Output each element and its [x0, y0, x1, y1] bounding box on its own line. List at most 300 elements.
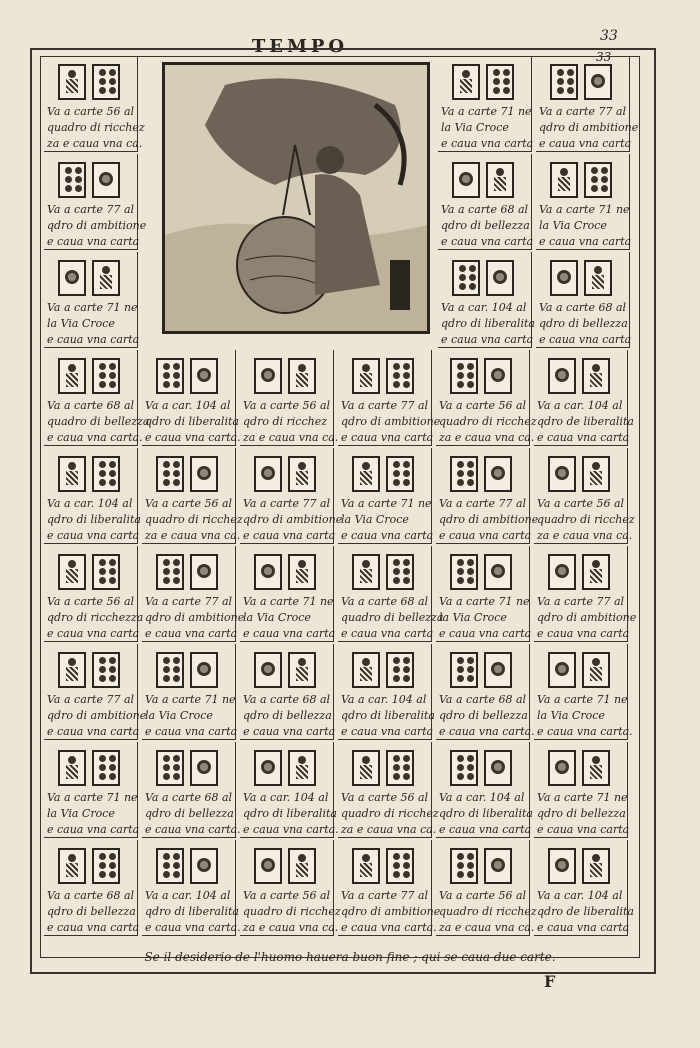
instruction-cell: [534, 742, 628, 838]
figure-card-icon: [288, 750, 316, 786]
cell-text-line: Va a carte 77 al: [243, 497, 331, 510]
instruction-cell: [536, 252, 630, 348]
cell-text-line: Va a car. 104 al: [537, 399, 623, 412]
cell-text-line: Va a carte 71 ne: [441, 105, 532, 118]
instruction-cell: [534, 448, 635, 544]
instruction-cell: [438, 154, 532, 250]
cell-text-line: Va a carte 71 ne: [539, 203, 630, 216]
cell-text-line: Va a carte 71 ne: [47, 791, 138, 804]
footer-instruction: Se il desiderio de l'huomo hauera buon fine ; qui se caua due carte.: [144, 950, 556, 964]
coin-card-icon: [484, 358, 512, 394]
cell-text-line: quadro di ricchez: [439, 415, 537, 428]
pips-card-icon: [58, 162, 86, 198]
cell-text-line: Va a car. 104 al: [243, 791, 329, 804]
figure-card-icon: [92, 260, 120, 296]
instruction-cell: [436, 350, 537, 446]
cell-text-line: la Via Croce: [441, 121, 509, 134]
pips-card-icon: [386, 750, 414, 786]
instruction-cell: [536, 154, 630, 250]
coin-card-icon: [254, 358, 282, 394]
card-pair: [156, 554, 218, 590]
instruction-cell: [436, 840, 537, 936]
cell-text-line: qdro di bellezza: [537, 807, 626, 820]
figure-card-icon: [58, 554, 86, 590]
cell-text: [537, 790, 630, 838]
cell-text-line: e caua vna carta: [439, 627, 532, 640]
cell-text: [537, 398, 634, 446]
pips-card-icon: [156, 848, 184, 884]
cell-text: [47, 398, 150, 446]
card-pair: [58, 162, 120, 198]
cell-text-line: qdro di bellezza: [539, 317, 628, 330]
cell-text-line: qdro di liberalita: [243, 807, 337, 820]
cell-text-line: Va a carte 71 ne: [341, 497, 432, 510]
coin-card-icon: [548, 848, 576, 884]
instruction-cell: [436, 448, 539, 544]
cell-text: [47, 692, 147, 740]
instruction-cell: [338, 448, 432, 544]
cell-text: [341, 692, 435, 740]
card-pair: [450, 652, 512, 688]
cell-text-line: qdro de liberalita: [537, 905, 634, 918]
cell-text: [145, 790, 241, 838]
cell-text-line: Va a carte 77 al: [539, 105, 627, 118]
cell-text-line: qdro di ricchez: [243, 415, 328, 428]
instruction-cell: [240, 350, 339, 446]
coin-card-icon: [254, 456, 282, 492]
figure-card-icon: [58, 64, 86, 100]
cell-text-line: qdro di ambitione: [341, 905, 441, 918]
instruction-cell: [534, 644, 633, 740]
cell-text-line: e caua vna carta.: [145, 921, 241, 934]
cell-text: [243, 398, 339, 446]
page-title: TEMPO: [251, 36, 349, 57]
cell-text: [341, 790, 439, 838]
cell-text-line: e caua vna carta.: [439, 725, 535, 738]
cell-text-line: Va a car. 104 al: [47, 497, 133, 510]
instruction-cell: [438, 56, 532, 152]
cell-text-line: Va a carte 68 al: [341, 595, 429, 608]
cell-text: [439, 496, 539, 544]
instruction-cell: [240, 742, 339, 838]
card-pair: [550, 260, 612, 296]
figure-card-icon: [352, 456, 380, 492]
cell-text: [243, 692, 336, 740]
cell-text-line: e caua vna carta: [439, 529, 532, 542]
figure-card-icon: [452, 64, 480, 100]
coin-card-icon: [548, 750, 576, 786]
cell-text-line: quadro di ricchez: [243, 905, 341, 918]
instruction-cell: [240, 448, 343, 544]
pips-card-icon: [92, 64, 120, 100]
figure-card-icon: [352, 652, 380, 688]
cell-text-line: qdro di bellezza: [441, 219, 530, 232]
figure-card-icon: [582, 652, 610, 688]
figure-card-icon: [288, 652, 316, 688]
cell-text-line: qdro di liberalita: [341, 709, 435, 722]
cell-text: [439, 692, 535, 740]
instruction-cell: [338, 644, 435, 740]
cell-text: [439, 398, 537, 446]
cell-text-line: qdro de liberalita: [537, 415, 634, 428]
coin-card-icon: [190, 456, 218, 492]
cell-text-line: quadro di bellezza: [47, 415, 150, 428]
figure-card-icon: [582, 358, 610, 394]
cell-text-line: qdro di ambitione: [47, 709, 147, 722]
cell-text-line: quadro di bellezza: [341, 611, 444, 624]
cell-text-line: qdro di bellezza: [145, 807, 234, 820]
card-pair: [352, 554, 414, 590]
instruction-cell: [436, 742, 533, 838]
pips-card-icon: [386, 554, 414, 590]
coin-card-icon: [550, 260, 578, 296]
cell-text-line: za e caua vna ca.: [47, 137, 143, 150]
coin-card-icon: [254, 652, 282, 688]
pips-card-icon: [92, 554, 120, 590]
instruction-cell: [534, 840, 634, 936]
cell-text-line: e caua vna carta.: [341, 921, 437, 934]
card-pair: [352, 456, 414, 492]
coin-card-icon: [190, 750, 218, 786]
card-pair: [58, 652, 120, 688]
coin-card-icon: [484, 456, 512, 492]
cell-text: [145, 398, 241, 446]
cell-text-line: Va a carte 68 al: [47, 889, 135, 902]
figure-card-icon: [550, 162, 578, 198]
card-pair: [352, 848, 414, 884]
instruction-cell: [438, 252, 535, 348]
cell-text-line: e caua vna carta.: [47, 431, 143, 444]
pips-card-icon: [92, 358, 120, 394]
woodcut-illustration: [162, 62, 430, 334]
coin-card-icon: [548, 554, 576, 590]
cell-text-line: Va a carte 71 ne: [439, 595, 530, 608]
cell-text-line: Va a carte 56 al: [145, 497, 233, 510]
cell-text-line: za e caua vna ca.: [439, 431, 535, 444]
card-pair: [254, 848, 316, 884]
cell-text-line: Va a carte 56 al: [439, 889, 527, 902]
cell-text-line: e caua vna carta: [341, 627, 434, 640]
cell-text-line: qdro di ricchezza: [47, 611, 144, 624]
cell-text: [439, 888, 537, 936]
figure-card-icon: [582, 554, 610, 590]
instruction-cell: [142, 840, 241, 936]
instruction-cell: [534, 350, 634, 446]
cell-text-line: za e caua vna ca.: [243, 921, 339, 934]
instruction-cell: [338, 742, 439, 838]
figure-card-icon: [582, 750, 610, 786]
cell-text-line: quadro di ricchez: [341, 807, 439, 820]
card-pair: [156, 358, 218, 394]
cell-text-line: za e caua vna ca.: [243, 431, 339, 444]
card-pair: [550, 64, 612, 100]
page-number-duplicate: 33: [596, 50, 612, 64]
instruction-cell: [142, 742, 241, 838]
cell-text-line: Va a carte 68 al: [243, 693, 331, 706]
cell-text-line: Va a carte 71 ne: [243, 595, 334, 608]
cell-text-line: e caua vna carta: [537, 823, 630, 836]
cell-text-line: quadro di ricchez: [47, 121, 145, 134]
coin-card-icon: [548, 652, 576, 688]
card-pair: [156, 652, 218, 688]
instruction-cell: [338, 840, 441, 936]
cell-text: [243, 888, 341, 936]
pips-card-icon: [450, 750, 478, 786]
cell-text-line: Va a carte 77 al: [537, 595, 625, 608]
figure-card-icon: [58, 652, 86, 688]
cell-text: [47, 300, 140, 348]
cell-text: [537, 888, 634, 936]
cell-text-line: la Via Croce: [539, 219, 607, 232]
instruction-cell: [240, 840, 341, 936]
instruction-cell: [240, 644, 334, 740]
figure-card-icon: [486, 162, 514, 198]
figure-card-icon: [288, 456, 316, 492]
cell-text-line: qdro di liberalita: [145, 905, 239, 918]
pips-card-icon: [450, 358, 478, 394]
cell-text-line: Va a carte 68 al: [145, 791, 233, 804]
cell-text-line: quadro di ricchez: [439, 905, 537, 918]
card-pair: [254, 554, 316, 590]
cell-text-line: e caua vna carta: [47, 627, 140, 640]
cell-text-line: qdro di ambitione: [539, 121, 639, 134]
instruction-cell: [436, 644, 535, 740]
cell-text-line: la Via Croce: [243, 611, 311, 624]
card-pair: [58, 750, 120, 786]
cell-text-line: la Via Croce: [145, 709, 213, 722]
cell-text-line: qdro di bellezza: [439, 709, 528, 722]
cell-text-line: e caua vna carta.: [145, 823, 241, 836]
instruction-cell: [44, 644, 147, 740]
cell-text-line: Va a carte 68 al: [47, 399, 135, 412]
pips-card-icon: [156, 652, 184, 688]
card-pair: [548, 554, 610, 590]
card-pair: [548, 358, 610, 394]
cell-text: [47, 202, 147, 250]
cell-text: [537, 496, 635, 544]
card-pair: [450, 456, 512, 492]
card-pair: [450, 554, 512, 590]
coin-card-icon: [484, 554, 512, 590]
instruction-cell: [436, 546, 530, 642]
figure-card-icon: [352, 358, 380, 394]
cell-text-line: Va a carte 77 al: [439, 497, 527, 510]
cell-text-line: qdro di ambitione: [47, 219, 147, 232]
cell-text-line: quadro di ricchez: [145, 513, 243, 526]
cell-text: [145, 496, 243, 544]
page-number: 33: [600, 28, 618, 44]
pips-card-icon: [92, 456, 120, 492]
card-pair: [254, 358, 316, 394]
cell-text-line: e caua vna carta: [441, 333, 534, 346]
pips-card-icon: [452, 260, 480, 296]
instruction-cell: [44, 448, 141, 544]
card-pair: [58, 848, 120, 884]
card-pair: [548, 848, 610, 884]
instruction-cell: [338, 350, 441, 446]
cell-text-line: Va a car. 104 al: [145, 889, 231, 902]
instruction-cell: [338, 546, 444, 642]
card-pair: [548, 750, 610, 786]
card-pair: [254, 652, 316, 688]
cell-text: [145, 888, 241, 936]
pips-card-icon: [386, 456, 414, 492]
cell-text-line: Va a carte 56 al: [47, 105, 135, 118]
cell-text-line: Va a car. 104 al: [439, 791, 525, 804]
cell-text-line: e caua vna carta: [537, 921, 630, 934]
card-pair: [352, 750, 414, 786]
cell-text-line: e caua vna carta: [341, 725, 434, 738]
cell-text-line: Va a car. 104 al: [441, 301, 527, 314]
cell-text-line: Va a carte 56 al: [439, 399, 527, 412]
coin-card-icon: [190, 848, 218, 884]
cell-text-line: qdro di liberalita: [439, 807, 533, 820]
cell-text-line: e caua vna carta: [47, 725, 140, 738]
instruction-cell: [142, 350, 241, 446]
pips-card-icon: [550, 64, 578, 100]
figure-card-icon: [58, 358, 86, 394]
figure-card-icon: [58, 456, 86, 492]
coin-card-icon: [548, 358, 576, 394]
figure-card-icon: [584, 260, 612, 296]
figure-card-icon: [288, 554, 316, 590]
pips-card-icon: [156, 358, 184, 394]
cell-text-line: e caua vna carta: [539, 137, 632, 150]
instruction-cell: [142, 546, 245, 642]
pips-card-icon: [92, 848, 120, 884]
cell-text-line: za e caua vna ca.: [439, 921, 535, 934]
cell-text-line: Va a carte 71 ne: [537, 693, 628, 706]
card-pair: [452, 64, 514, 100]
instruction-cell: [44, 154, 147, 250]
cell-text-line: e caua vna carta: [47, 333, 140, 346]
cell-text-line: Va a carte 77 al: [47, 693, 135, 706]
cell-text-line: qdro di ambitione: [537, 611, 637, 624]
cell-text-line: Va a carte 77 al: [47, 203, 135, 216]
cell-text: [145, 594, 245, 642]
coin-card-icon: [584, 64, 612, 100]
cell-text: [47, 496, 141, 544]
figure-card-icon: [352, 750, 380, 786]
coin-card-icon: [486, 260, 514, 296]
cell-text-line: e caua vna carta: [47, 921, 140, 934]
coin-card-icon: [484, 848, 512, 884]
pips-card-icon: [584, 162, 612, 198]
cell-text: [537, 594, 637, 642]
coin-card-icon: [254, 750, 282, 786]
cell-text-line: Va a carte 71 ne: [537, 791, 628, 804]
pips-card-icon: [156, 554, 184, 590]
cell-text-line: qdro di bellezza: [47, 905, 136, 918]
cell-text-line: qdro di liberalita: [145, 415, 239, 428]
pips-card-icon: [156, 456, 184, 492]
cell-text: [145, 692, 238, 740]
cell-text-line: Va a car. 104 al: [145, 399, 231, 412]
cell-text-line: e caua vna carta: [145, 725, 238, 738]
instruction-cell: [44, 56, 145, 152]
card-pair: [550, 162, 612, 198]
cell-text-line: e caua vna carta: [145, 627, 238, 640]
instruction-cell: [44, 350, 150, 446]
cell-text-line: e caua vna carta.: [145, 431, 241, 444]
instruction-cell: [44, 840, 138, 936]
coin-card-icon: [58, 260, 86, 296]
cell-text-line: qdro di liberalita: [47, 513, 141, 526]
cell-text-line: e caua vna carta.: [537, 725, 633, 738]
coin-card-icon: [254, 848, 282, 884]
coin-card-icon: [190, 652, 218, 688]
cell-text-line: qdro di ambitione: [243, 513, 343, 526]
card-pair: [58, 358, 120, 394]
cell-text-line: e caua vna carta: [441, 137, 534, 150]
instruction-cell: [240, 546, 334, 642]
pips-card-icon: [486, 64, 514, 100]
cell-text-line: Va a carte 71 ne: [47, 301, 138, 314]
cell-text-line: Va a carte 68 al: [539, 301, 627, 314]
coin-card-icon: [452, 162, 480, 198]
card-pair: [254, 750, 316, 786]
cell-text: [439, 594, 532, 642]
cell-text: [539, 202, 632, 250]
signature-mark: F: [544, 972, 556, 991]
instruction-cell: [536, 56, 639, 152]
cell-text-line: la Via Croce: [47, 317, 115, 330]
pips-card-icon: [450, 848, 478, 884]
card-pair: [58, 456, 120, 492]
figure-card-icon: [582, 456, 610, 492]
cell-text-line: Va a carte 77 al: [341, 889, 429, 902]
card-pair: [352, 358, 414, 394]
cell-text-line: la Via Croce: [439, 611, 507, 624]
figure-card-icon: [352, 848, 380, 884]
cell-text: [439, 790, 533, 838]
cell-text: [341, 398, 441, 446]
figure-card-icon: [288, 848, 316, 884]
cell-text-line: Va a carte 56 al: [47, 595, 135, 608]
cell-text: [243, 594, 336, 642]
cell-text-line: Va a carte 77 al: [145, 595, 233, 608]
coin-card-icon: [548, 456, 576, 492]
pips-card-icon: [386, 652, 414, 688]
cell-text-line: qdro di liberalita: [441, 317, 535, 330]
card-pair: [452, 260, 514, 296]
cell-text-line: e caua vna carta: [47, 529, 140, 542]
cell-text: [341, 594, 444, 642]
pips-card-icon: [386, 358, 414, 394]
pips-card-icon: [92, 652, 120, 688]
cell-text-line: e caua vna carta: [539, 235, 632, 248]
cell-text-line: za e caua vna ca.: [341, 823, 437, 836]
cell-text-line: Va a carte 71 ne: [145, 693, 236, 706]
cell-text-line: qdro di bellezza: [243, 709, 332, 722]
cell-text: [47, 104, 145, 152]
cell-text-line: qdro di ambitione: [341, 415, 441, 428]
cell-text-line: la Via Croce: [537, 709, 605, 722]
cell-text-line: Va a car. 104 al: [537, 889, 623, 902]
cell-text: [47, 888, 140, 936]
cell-text-line: la Via Croce: [341, 513, 409, 526]
card-pair: [156, 456, 218, 492]
cell-text: [341, 888, 441, 936]
cell-text-line: quadro di ricchez: [537, 513, 635, 526]
figure-card-icon: [582, 848, 610, 884]
figure-card-icon: [352, 554, 380, 590]
cell-text-line: e caua vna carta: [47, 235, 140, 248]
cell-text: [441, 202, 534, 250]
cell-text-line: za e caua vna ca.: [145, 529, 241, 542]
coin-card-icon: [484, 652, 512, 688]
cell-text-line: e caua vna carta: [539, 333, 632, 346]
